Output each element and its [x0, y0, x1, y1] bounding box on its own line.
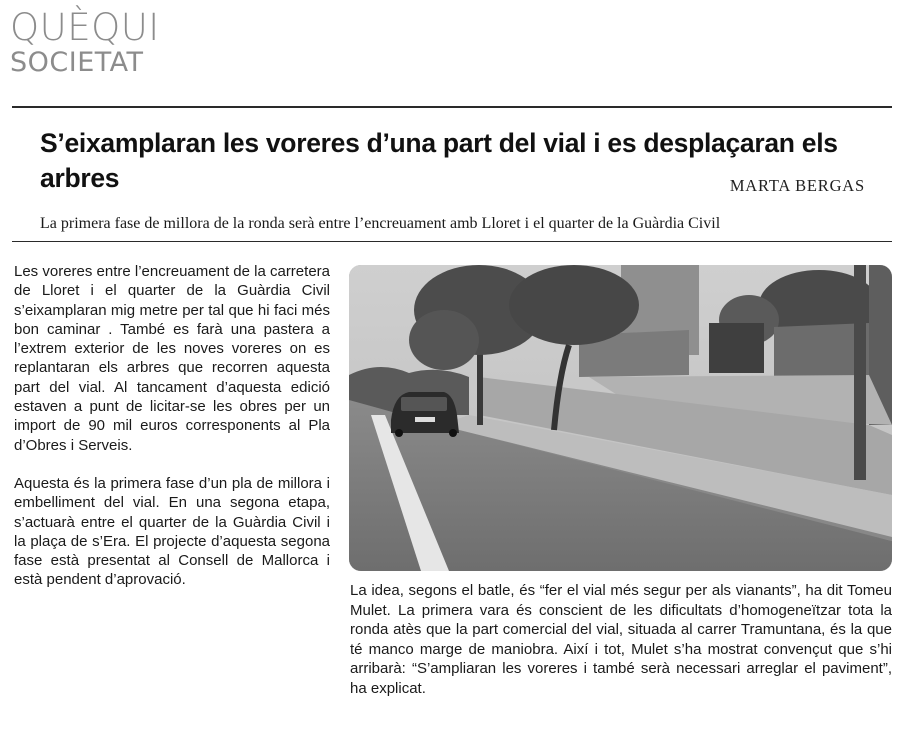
left-column — [14, 262, 330, 609]
paragraph: Aquesta és la primera fase d’un pla de millora i embelliment del vial. En una segona etapa, s’actuarà entre el quarter de la Guàrdia Civil i la plaça de s’Era. El projecte d’aquesta segona fase està presentat al Consell de Mallorca i està pendent d’aprovació. — [14, 474, 330, 589]
right-column — [350, 581, 892, 699]
section-title: QUÈQUI — [10, 6, 160, 49]
section-subtitle: SOCIETAT — [10, 47, 144, 78]
article-headline: S’eixamplaran les voreres d’una part del vial i es desplaçaran els arbres — [40, 128, 838, 193]
paragraph: Les voreres entre l’encreuament de la carretera de Lloret i el quarter de la Guàrdia Civil s’eixamplaran mig metre per tal que hi faci més bon caminar . També es farà una pastera a l’extrem exterior de les noves voreres on es replantaran els arbres que recorren aquesta part del vial. Al tancament d’aquesta edició estaven a punt de licitar-se les obres per un import de 90 mil euros corresponents al Pla d’Obres i Serveis. — [14, 263, 330, 454]
street-photo-illustration — [349, 265, 892, 571]
article-byline: MARTA BERGAS — [729, 176, 865, 195]
article-subhead: La primera fase de millora de la ronda serà entre l’encreuament amb Lloret i el quarter de la Guàrdia Civil — [40, 215, 721, 232]
paragraph: La idea, segons el batle, és “fer el vial més segur per als vianants”, ha dit Tomeu Mulet. La primera vara és conscient de les dificultats d’homogeneïtzar tota la ronda atès que la part comercial del vial, situada al carrer Tramuntana, és la que té manco marge de maniobra. Així i tot, Mulet s’ha mostrat convençut que s’hi arribarà: “S’ampliaran les voreres i també serà necessari arreglar el paviment”, ha explicat. — [350, 582, 892, 697]
section-header — [10, 8, 160, 78]
top-rule — [12, 106, 892, 108]
article-photo — [349, 265, 892, 571]
subhead-rule — [12, 241, 892, 242]
